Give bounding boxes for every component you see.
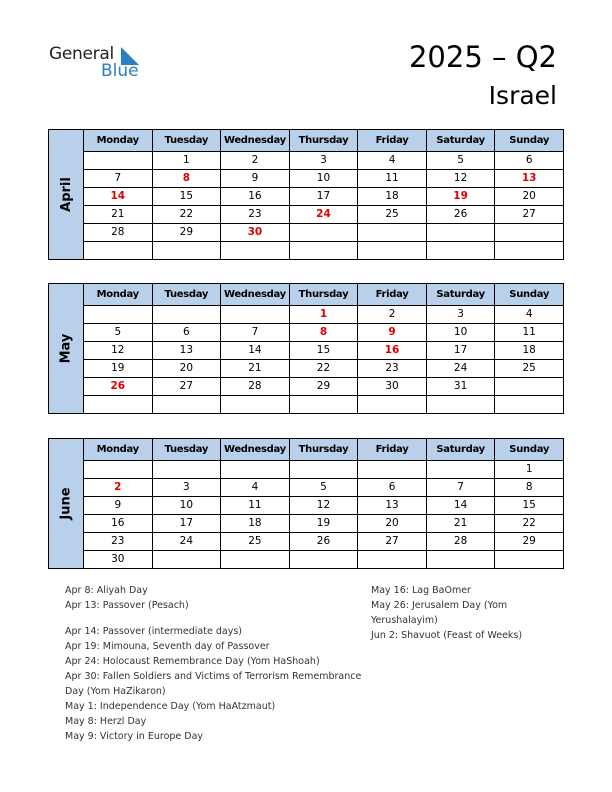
day-cell: 6	[495, 152, 564, 170]
day-cell: 8	[152, 170, 221, 188]
day-cell	[152, 306, 221, 324]
day-cell	[495, 378, 564, 396]
day-cell	[495, 242, 564, 260]
weekday-header-row	[49, 284, 564, 306]
weekday-header: Sunday	[495, 130, 564, 152]
day-cell	[289, 461, 358, 479]
day-cell: 7	[84, 170, 153, 188]
day-cell: 11	[221, 497, 290, 515]
day-cell: 7	[426, 479, 495, 497]
day-cell: 8	[289, 324, 358, 342]
calendar-may	[48, 283, 564, 414]
day-cell: 3	[426, 306, 495, 324]
holiday-note: Apr 8: Aliyah Day	[65, 585, 148, 596]
day-cell: 5	[289, 479, 358, 497]
day-cell: 22	[289, 360, 358, 378]
day-cell	[152, 461, 221, 479]
day-cell	[84, 396, 153, 414]
month-label	[49, 439, 84, 569]
day-cell: 20	[358, 515, 427, 533]
week-row	[49, 206, 564, 224]
weekday-header: Wednesday	[221, 130, 290, 152]
country-name: Israel	[488, 81, 557, 110]
week-row	[49, 515, 564, 533]
day-cell: 4	[221, 479, 290, 497]
day-cell: 16	[84, 515, 153, 533]
day-cell: 23	[84, 533, 153, 551]
day-cell: 24	[289, 206, 358, 224]
weekday-header: Saturday	[426, 130, 495, 152]
holiday-note: May 16: Lag BaOmer	[371, 585, 471, 596]
day-cell: 6	[152, 324, 221, 342]
day-cell	[221, 461, 290, 479]
weekday-header: Monday	[84, 284, 153, 306]
day-cell: 24	[152, 533, 221, 551]
holiday-notes-left-a	[65, 583, 189, 613]
holiday-note: Apr 24: Holocaust Remembrance Day (Yom HaShoah)	[65, 656, 320, 667]
holiday-note: Day (Yom HaZikaron)	[65, 686, 166, 697]
day-cell	[152, 551, 221, 569]
day-cell: 31	[426, 378, 495, 396]
weekday-header: Saturday	[426, 284, 495, 306]
day-cell	[84, 306, 153, 324]
day-cell	[289, 396, 358, 414]
day-cell	[358, 396, 427, 414]
weekday-header: Tuesday	[152, 284, 221, 306]
day-cell	[84, 152, 153, 170]
logo-general-text: General	[49, 44, 114, 64]
day-cell: 2	[84, 479, 153, 497]
day-cell: 28	[221, 378, 290, 396]
day-cell: 19	[84, 360, 153, 378]
day-cell: 23	[221, 206, 290, 224]
day-cell: 4	[358, 152, 427, 170]
day-cell: 26	[289, 533, 358, 551]
day-cell: 3	[152, 479, 221, 497]
day-cell: 30	[84, 551, 153, 569]
week-row	[49, 479, 564, 497]
day-cell	[426, 396, 495, 414]
week-row	[49, 396, 564, 414]
day-cell: 28	[84, 224, 153, 242]
weekday-header: Thursday	[289, 130, 358, 152]
day-cell	[495, 224, 564, 242]
month-name: May	[58, 333, 74, 364]
week-row	[49, 152, 564, 170]
week-row	[49, 533, 564, 551]
day-cell: 8	[495, 479, 564, 497]
day-cell	[221, 242, 290, 260]
day-cell: 18	[358, 188, 427, 206]
day-cell: 14	[426, 497, 495, 515]
day-cell: 6	[358, 479, 427, 497]
week-row	[49, 342, 564, 360]
calendar-april	[48, 129, 564, 260]
holiday-note: May 1: Independence Day (Yom HaAtzmaut)	[65, 701, 276, 712]
day-cell: 10	[152, 497, 221, 515]
weekday-header: Tuesday	[152, 439, 221, 461]
weekday-header: Wednesday	[221, 284, 290, 306]
weekday-header: Thursday	[289, 284, 358, 306]
day-cell: 23	[358, 360, 427, 378]
day-cell: 16	[358, 342, 427, 360]
day-cell: 29	[495, 533, 564, 551]
day-cell: 25	[495, 360, 564, 378]
month-name: June	[58, 487, 74, 520]
holiday-note: Jun 2: Shavuot (Feast of Weeks)	[371, 630, 523, 641]
day-cell: 9	[358, 324, 427, 342]
day-cell	[358, 224, 427, 242]
day-cell: 1	[289, 306, 358, 324]
day-cell: 15	[495, 497, 564, 515]
day-cell: 11	[358, 170, 427, 188]
month-label	[49, 130, 84, 260]
day-cell	[289, 551, 358, 569]
day-cell: 5	[426, 152, 495, 170]
day-cell: 2	[221, 152, 290, 170]
day-cell: 26	[426, 206, 495, 224]
day-cell: 11	[495, 324, 564, 342]
day-cell: 22	[495, 515, 564, 533]
weekday-header: Friday	[358, 284, 427, 306]
month-name: April	[58, 177, 74, 212]
day-cell: 15	[152, 188, 221, 206]
day-cell: 29	[152, 224, 221, 242]
weekday-header-row	[49, 439, 564, 461]
calendar-june	[48, 438, 564, 569]
day-cell: 13	[495, 170, 564, 188]
week-row	[49, 224, 564, 242]
weekday-header: Saturday	[426, 439, 495, 461]
weekday-header: Monday	[84, 130, 153, 152]
day-cell	[426, 224, 495, 242]
holiday-note: Apr 14: Passover (intermediate days)	[65, 626, 242, 637]
day-cell: 13	[152, 342, 221, 360]
week-row	[49, 188, 564, 206]
page-title: 2025 – Q2	[408, 40, 557, 74]
day-cell: 12	[84, 342, 153, 360]
week-row	[49, 497, 564, 515]
day-cell: 9	[221, 170, 290, 188]
day-cell: 29	[289, 378, 358, 396]
day-cell: 5	[84, 324, 153, 342]
day-cell: 20	[495, 188, 564, 206]
day-cell	[426, 551, 495, 569]
holiday-notes-right	[371, 583, 522, 643]
week-row	[49, 242, 564, 260]
day-cell: 18	[221, 515, 290, 533]
day-cell: 19	[426, 188, 495, 206]
day-cell	[84, 242, 153, 260]
day-cell	[221, 396, 290, 414]
week-row	[49, 461, 564, 479]
day-cell: 4	[495, 306, 564, 324]
holiday-note: Apr 19: Mimouna, Seventh day of Passover	[65, 641, 270, 652]
week-row	[49, 306, 564, 324]
weekday-header: Friday	[358, 439, 427, 461]
holiday-note: May 26: Jerusalem Day (Yom	[371, 600, 508, 611]
day-cell: 12	[426, 170, 495, 188]
day-cell: 21	[221, 360, 290, 378]
week-row	[49, 324, 564, 342]
day-cell	[426, 242, 495, 260]
weekday-header: Thursday	[289, 439, 358, 461]
week-row	[49, 170, 564, 188]
day-cell: 24	[426, 360, 495, 378]
day-cell: 22	[152, 206, 221, 224]
day-cell	[358, 461, 427, 479]
day-cell: 27	[358, 533, 427, 551]
holiday-note: Apr 30: Fallen Soldiers and Victims of Terrorism Remembrance	[65, 671, 362, 682]
day-cell: 30	[221, 224, 290, 242]
day-cell	[289, 224, 358, 242]
day-cell: 14	[84, 188, 153, 206]
week-row	[49, 551, 564, 569]
day-cell	[152, 242, 221, 260]
day-cell: 7	[221, 324, 290, 342]
holiday-note: May 8: Herzl Day	[65, 716, 147, 727]
week-row	[49, 360, 564, 378]
day-cell: 20	[152, 360, 221, 378]
day-cell: 19	[289, 515, 358, 533]
day-cell: 21	[426, 515, 495, 533]
day-cell: 1	[495, 461, 564, 479]
day-cell	[495, 396, 564, 414]
weekday-header: Sunday	[495, 284, 564, 306]
weekday-header: Tuesday	[152, 130, 221, 152]
day-cell	[221, 551, 290, 569]
day-cell: 2	[358, 306, 427, 324]
month-label	[49, 284, 84, 414]
week-row	[49, 378, 564, 396]
day-cell	[84, 461, 153, 479]
day-cell: 30	[358, 378, 427, 396]
day-cell	[495, 551, 564, 569]
day-cell: 18	[495, 342, 564, 360]
weekday-header: Monday	[84, 439, 153, 461]
day-cell: 10	[289, 170, 358, 188]
day-cell: 26	[84, 378, 153, 396]
day-cell: 17	[289, 188, 358, 206]
day-cell: 21	[84, 206, 153, 224]
day-cell: 27	[495, 206, 564, 224]
day-cell: 3	[289, 152, 358, 170]
day-cell: 25	[221, 533, 290, 551]
day-cell: 1	[152, 152, 221, 170]
day-cell	[426, 461, 495, 479]
day-cell	[152, 396, 221, 414]
day-cell: 25	[358, 206, 427, 224]
weekday-header: Wednesday	[221, 439, 290, 461]
day-cell: 27	[152, 378, 221, 396]
day-cell: 17	[152, 515, 221, 533]
day-cell: 16	[221, 188, 290, 206]
day-cell	[358, 242, 427, 260]
day-cell	[221, 306, 290, 324]
day-cell	[289, 242, 358, 260]
logo-blue-text: Blue	[101, 61, 139, 81]
day-cell: 28	[426, 533, 495, 551]
holiday-note: Yerushalayim)	[371, 615, 438, 626]
day-cell: 9	[84, 497, 153, 515]
holiday-note: Apr 13: Passover (Pesach)	[65, 600, 189, 611]
day-cell: 14	[221, 342, 290, 360]
weekday-header: Sunday	[495, 439, 564, 461]
holiday-notes-left-b	[65, 624, 361, 744]
day-cell: 12	[289, 497, 358, 515]
day-cell: 10	[426, 324, 495, 342]
day-cell: 15	[289, 342, 358, 360]
weekday-header-row	[49, 130, 564, 152]
day-cell: 13	[358, 497, 427, 515]
day-cell	[358, 551, 427, 569]
holiday-note: May 9: Victory in Europe Day	[65, 731, 204, 742]
weekday-header: Friday	[358, 130, 427, 152]
day-cell: 17	[426, 342, 495, 360]
